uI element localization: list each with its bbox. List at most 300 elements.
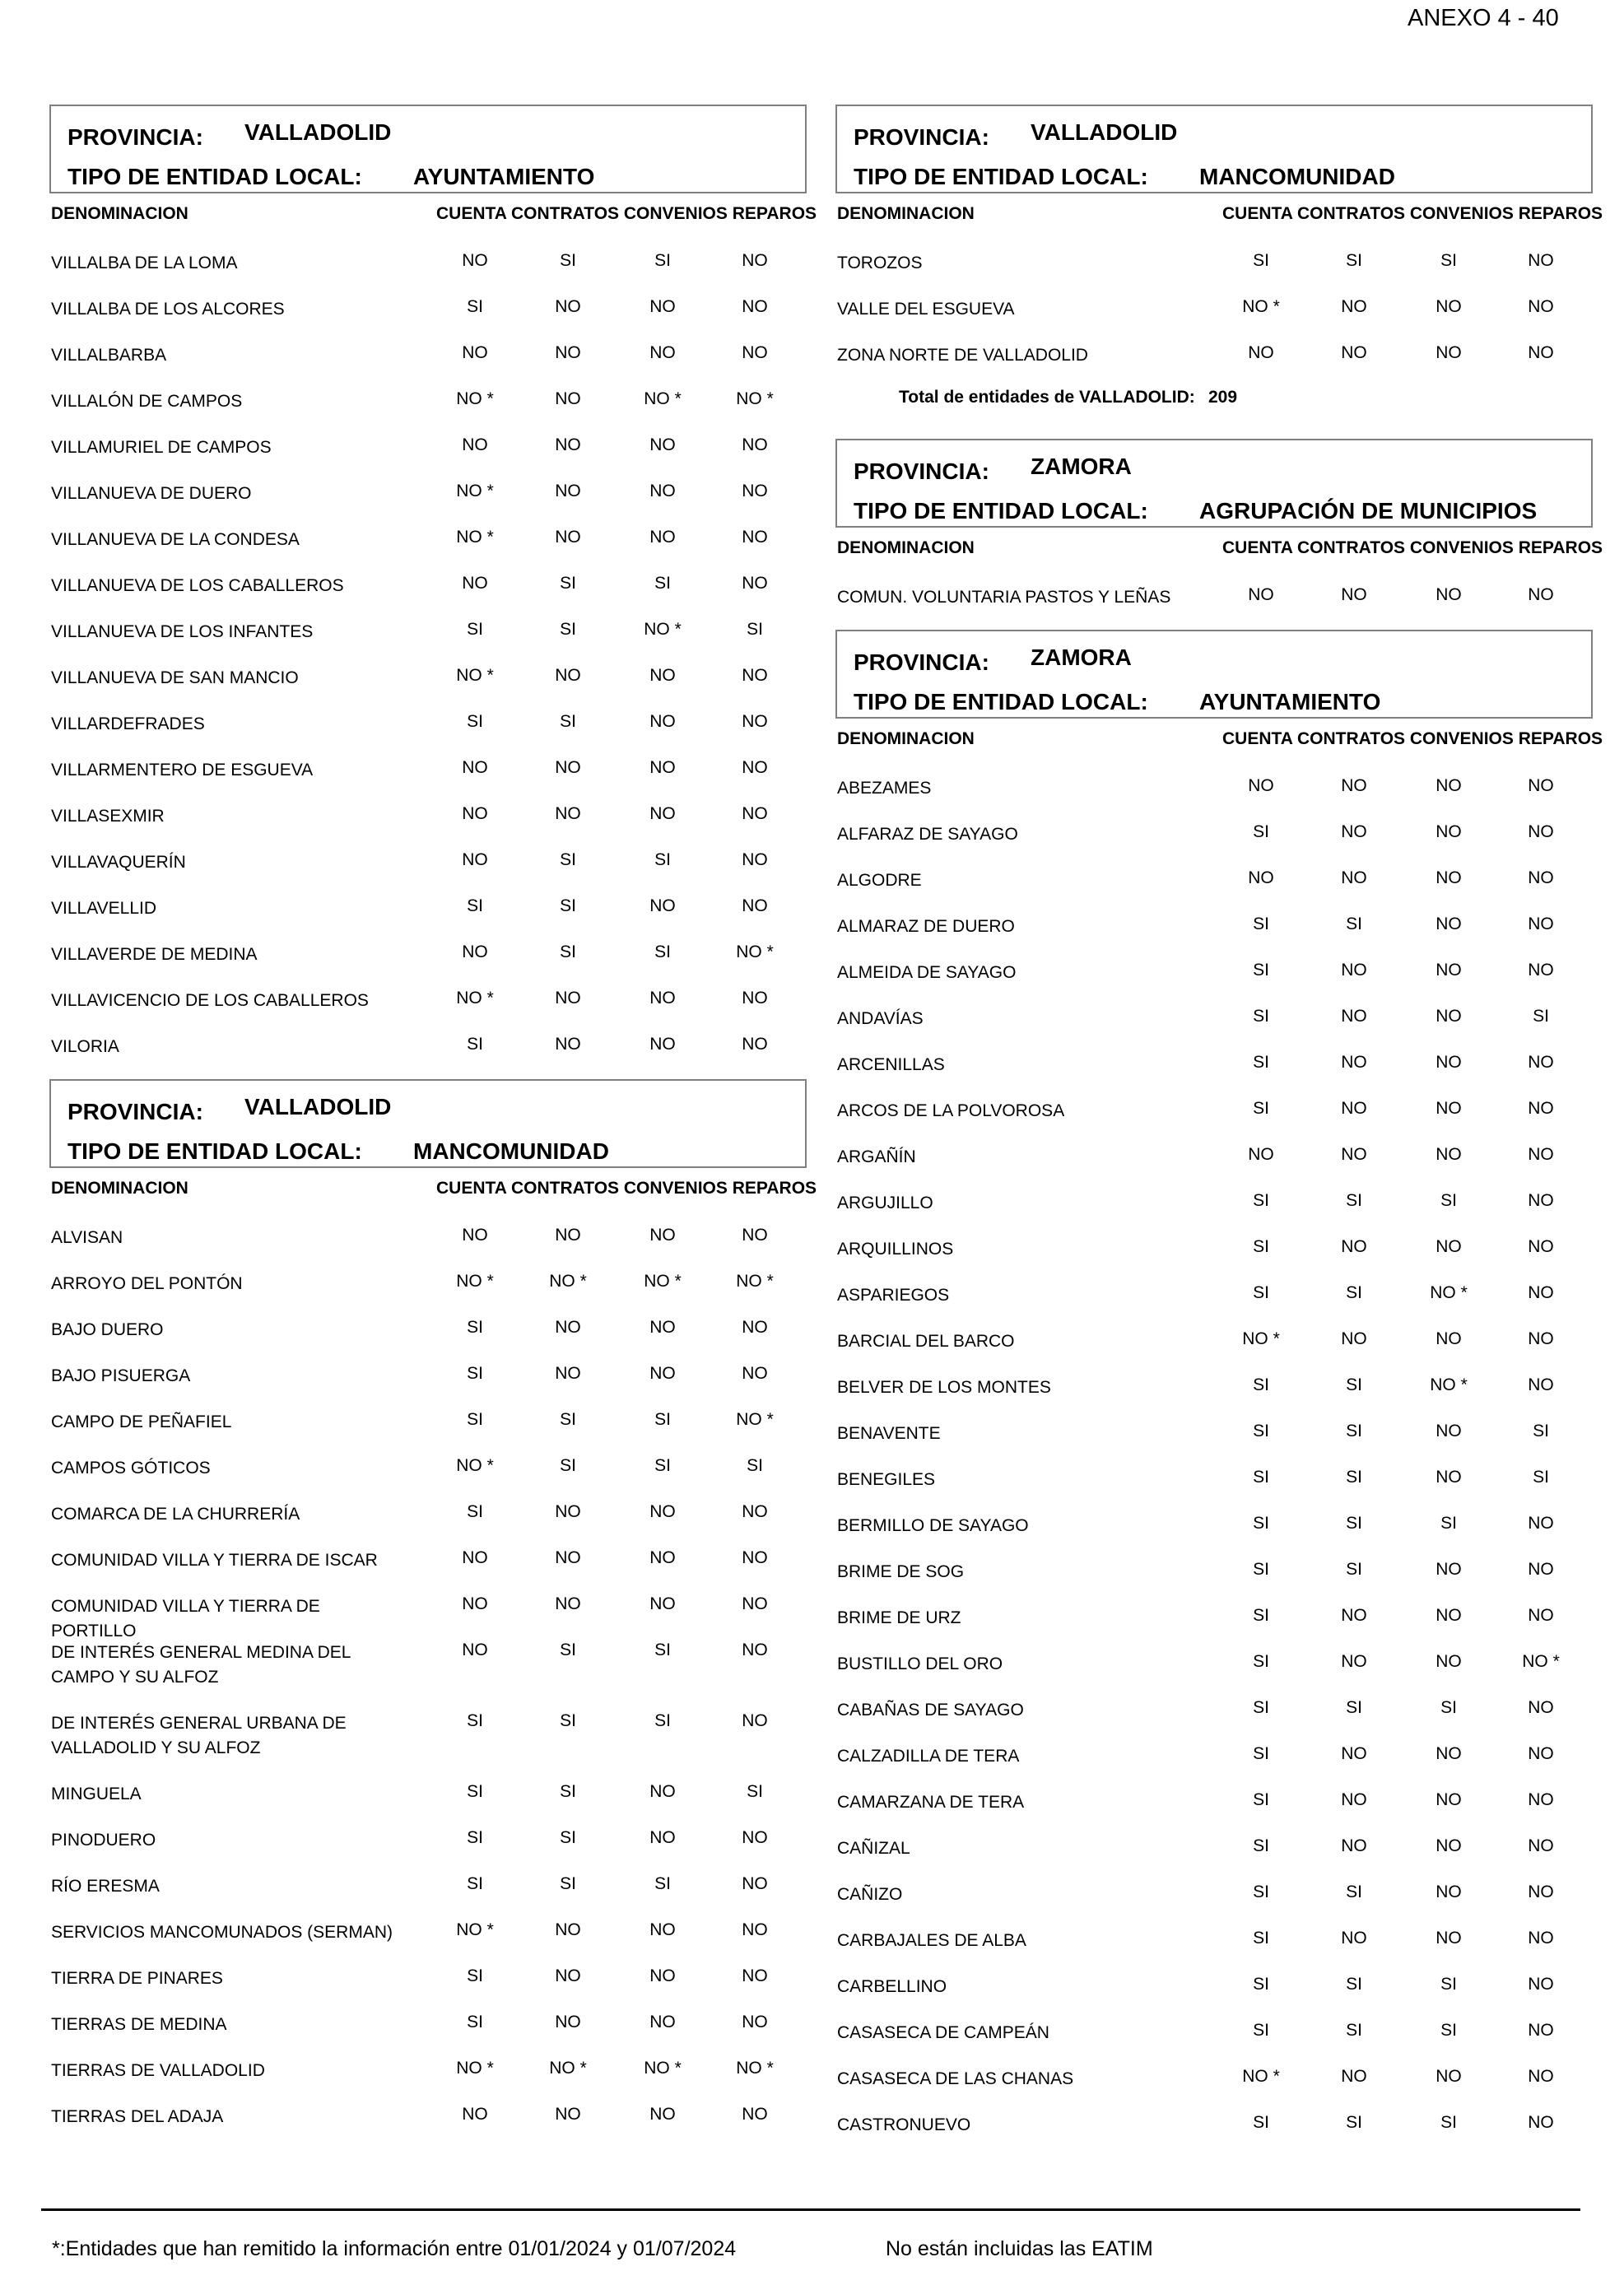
entity-name: VILORIA — [51, 1037, 119, 1056]
convenios-value: NO — [1436, 868, 1462, 887]
table-row — [835, 1175, 1593, 1221]
cuenta-value: NO — [462, 804, 488, 823]
reparos-value: NO * — [736, 1410, 774, 1429]
reparos-value: NO — [742, 1318, 768, 1337]
provincia-value: ZAMORA — [1031, 645, 1132, 670]
reparos-value: NO — [742, 989, 768, 1008]
convenios-value: NO — [1436, 1882, 1462, 1901]
provincia-value: ZAMORA — [1031, 454, 1132, 479]
convenios-value: SI — [1440, 251, 1457, 270]
entity-name: ALMARAZ DE DUERO — [837, 917, 1015, 936]
contratos-value: SI — [560, 1640, 576, 1659]
convenios-value: NO — [1436, 2067, 1462, 2086]
tipo-label: TIPO DE ENTIDAD LOCAL: — [67, 164, 362, 189]
convenios-value: NO — [1436, 1099, 1462, 1118]
table-row — [835, 1036, 1593, 1082]
reparos-value: NO — [742, 528, 768, 547]
reparos-value: NO — [1528, 1053, 1554, 1072]
tipo-value: AYUNTAMIENTO — [413, 164, 595, 189]
table-row — [49, 1486, 807, 1532]
entity-name: BUSTILLO DEL ORO — [837, 1654, 1003, 1673]
convenios-value: SI — [654, 942, 671, 961]
entity-name: TIERRA DE PINARES — [51, 1969, 223, 1988]
table-row — [49, 1858, 807, 1904]
provincia-row — [67, 1089, 789, 1129]
convenios-value: SI — [654, 1456, 671, 1475]
contratos-value: SI — [1346, 1514, 1362, 1533]
contratos-value: SI — [1346, 1375, 1362, 1394]
entity-name: TIERRAS DEL ADAJA — [51, 2107, 224, 2126]
section-header — [835, 105, 1593, 193]
cuenta-value: SI — [1253, 1882, 1269, 1901]
reparos-value: SI — [1533, 1422, 1549, 1440]
contratos-value: NO — [555, 1966, 581, 1985]
entity-name: ARGUJILLO — [837, 1194, 933, 1212]
reparos-value: NO — [742, 1594, 768, 1613]
table-row — [49, 1532, 807, 1578]
cuenta-value: SI — [1253, 1652, 1269, 1671]
convenios-value: NO — [1436, 961, 1462, 980]
contratos-value: NO — [1341, 822, 1367, 841]
entity-name: VILLAVERDE DE MEDINA — [51, 945, 258, 964]
flags-header: CUENTA CONTRATOS CONVENIOS REPAROS — [436, 1179, 817, 1198]
contratos-value: SI — [1346, 1882, 1362, 1901]
denominacion-header: DENOMINACION — [51, 204, 188, 223]
contratos-value: SI — [560, 1711, 576, 1730]
table-row — [49, 557, 807, 603]
contratos-value: SI — [1346, 1560, 1362, 1579]
contratos-value: NO — [1341, 297, 1367, 316]
reparos-value: NO — [1528, 1514, 1554, 1533]
entity-name: VILLARDEFRADES — [51, 714, 205, 733]
cuenta-value: SI — [1253, 961, 1269, 980]
convenios-value: SI — [654, 251, 671, 270]
reparos-value: NO — [1528, 1836, 1554, 1855]
entity-name: BAJO PISUERGA — [51, 1366, 191, 1385]
table-row — [835, 944, 1593, 990]
section-header — [49, 1079, 807, 1168]
reparos-value: NO — [1528, 1237, 1554, 1256]
entity-name: ALFARAZ DE SAYAGO — [837, 825, 1018, 844]
convenios-value: NO — [1436, 343, 1462, 362]
cuenta-value: SI — [1253, 1744, 1269, 1763]
contratos-value: NO — [555, 758, 581, 777]
contratos-value: NO — [555, 804, 581, 823]
eatim-note: No están incluidas las EATIM — [886, 2237, 1153, 2260]
reparos-value: NO — [1528, 1145, 1554, 1164]
contratos-value: NO — [1341, 2067, 1367, 2086]
convenios-value: NO — [649, 482, 676, 500]
column-headers — [835, 193, 1603, 235]
convenios-value: NO — [1436, 776, 1462, 795]
contratos-value: NO — [1341, 1929, 1367, 1948]
section-header — [835, 630, 1593, 719]
cuenta-value: NO * — [456, 482, 494, 500]
convenios-value: NO — [649, 1226, 676, 1245]
tipo-value: AYUNTAMIENTO — [1199, 689, 1381, 714]
reparos-value: NO — [1528, 1744, 1554, 1763]
cuenta-value: NO — [462, 942, 488, 961]
convenios-value: NO — [1436, 1422, 1462, 1440]
column-headers — [835, 528, 1603, 569]
convenios-value: NO — [649, 2013, 676, 2031]
contratos-value: NO — [555, 389, 581, 408]
entity-name: VILLANUEVA DE SAN MANCIO — [51, 668, 299, 687]
contratos-value: SI — [1346, 251, 1362, 270]
table-row — [835, 990, 1593, 1036]
contratos-value: NO — [1341, 1744, 1367, 1763]
provincia-value: VALLADOLID — [244, 1094, 392, 1119]
entity-name: CAMARZANA DE TERA — [837, 1793, 1025, 1812]
cuenta-value: SI — [467, 1364, 483, 1383]
cuenta-value: SI — [1253, 251, 1269, 270]
cuenta-value: SI — [467, 1035, 483, 1054]
convenios-value: NO — [649, 989, 676, 1008]
cuenta-value: SI — [467, 1502, 483, 1521]
entity-name: VILLALBA DE LOS ALCORES — [51, 300, 285, 319]
contratos-value: NO — [1341, 1652, 1367, 1671]
entity-name: BRIME DE URZ — [837, 1608, 961, 1627]
cuenta-value: SI — [467, 1782, 483, 1801]
entity-name: CARBAJALES DE ALBA — [837, 1931, 1026, 1950]
contratos-value: NO — [555, 1920, 581, 1939]
entity-name: COMUNIDAD VILLA Y TIERRA DE ISCAR — [51, 1551, 378, 1570]
convenios-value: NO * — [1430, 1375, 1468, 1394]
flags-header: CUENTA CONTRATOS CONVENIOS REPAROS — [436, 204, 817, 223]
convenios-value: NO — [649, 1920, 676, 1939]
entity-name: CAMPO DE PEÑAFIEL — [51, 1412, 232, 1431]
table-row — [49, 1578, 807, 1640]
reparos-value: NO — [1528, 2021, 1554, 2040]
convenios-value: NO — [649, 758, 676, 777]
reparos-value: NO — [742, 1226, 768, 1245]
cuenta-value: SI — [1253, 914, 1269, 933]
reparos-value: NO — [1528, 868, 1554, 887]
table-row — [49, 603, 807, 649]
contratos-value: NO — [555, 2013, 581, 2031]
convenios-value: NO — [1436, 1744, 1462, 1763]
reparos-value: NO — [1528, 1560, 1554, 1579]
contratos-value: SI — [560, 1782, 576, 1801]
entity-name: TOROZOS — [837, 254, 923, 272]
reparos-value: NO — [742, 297, 768, 316]
table-row — [835, 1451, 1593, 1497]
contratos-value: NO — [555, 1594, 581, 1613]
entity-name: VILLAVICENCIO DE LOS CABALLEROS — [51, 991, 369, 1010]
contratos-value: NO — [1341, 585, 1367, 604]
convenios-value: NO — [1436, 297, 1462, 316]
convenios-value: SI — [1440, 2113, 1457, 2132]
contratos-value: SI — [1346, 1975, 1362, 1994]
convenios-value: SI — [654, 1640, 671, 1659]
reparos-value: NO — [742, 1364, 768, 1383]
reparos-value: NO — [1528, 1606, 1554, 1625]
convenios-value: NO — [649, 1828, 676, 1847]
reparos-value: NO — [742, 251, 768, 270]
table-row — [835, 1682, 1593, 1728]
cuenta-value: SI — [1253, 1422, 1269, 1440]
reparos-value: NO — [1528, 914, 1554, 933]
right-column — [835, 105, 1603, 2143]
table-row — [49, 1394, 807, 1440]
cuenta-value: NO — [462, 1640, 488, 1659]
reparos-value: NO — [742, 1640, 768, 1659]
entity-name: MINGUELA — [51, 1785, 142, 1803]
entity-name: ALMEIDA DE SAYAGO — [837, 963, 1017, 982]
cuenta-value: SI — [1253, 1053, 1269, 1072]
table-row — [835, 1221, 1593, 1267]
tipo-label: TIPO DE ENTIDAD LOCAL: — [67, 1138, 362, 1164]
table-row — [835, 1313, 1593, 1359]
reparos-value: NO — [1528, 822, 1554, 841]
table-row — [835, 1497, 1593, 1543]
convenios-value: NO — [1436, 1053, 1462, 1072]
reparos-value: NO — [1528, 1191, 1554, 1210]
convenios-value: NO — [1436, 1652, 1462, 1671]
convenios-value: NO — [1436, 585, 1462, 604]
contratos-value: SI — [560, 942, 576, 961]
cuenta-value: NO * — [456, 1920, 494, 1939]
cuenta-value: NO — [462, 758, 488, 777]
reparos-value: NO — [1528, 585, 1554, 604]
reparos-value: SI — [1533, 1007, 1549, 1026]
contratos-value: NO — [555, 1502, 581, 1521]
cuenta-value: NO * — [1242, 297, 1280, 316]
convenios-value: NO — [1436, 1468, 1462, 1487]
entity-name: VILLANUEVA DE LOS CABALLEROS — [51, 576, 344, 595]
contratos-value: NO — [1341, 1145, 1367, 1164]
convenios-value: NO — [649, 804, 676, 823]
entity-name: CASTRONUEVO — [837, 2115, 971, 2134]
entity-name: ARROYO DEL PONTÓN — [51, 1274, 243, 1293]
cuenta-value: SI — [467, 712, 483, 731]
table-row — [835, 898, 1593, 944]
entity-name: CALZADILLA DE TERA — [837, 1747, 1020, 1766]
contratos-value: NO — [555, 528, 581, 547]
table-row — [49, 926, 807, 972]
entity-name: ARCENILLAS — [837, 1055, 945, 1074]
table-row — [49, 1209, 807, 1255]
table-row — [835, 1589, 1593, 1636]
denominacion-header: DENOMINACION — [837, 204, 975, 223]
cuenta-value: SI — [1253, 1375, 1269, 1394]
entity-name: ARGAÑÍN — [837, 1147, 916, 1166]
contratos-value: NO — [1341, 1836, 1367, 1855]
convenios-value: NO — [1436, 1329, 1462, 1348]
reparos-value: NO — [1528, 343, 1554, 362]
cuenta-value: NO * — [456, 1272, 494, 1291]
contratos-value: SI — [560, 1410, 576, 1429]
contratos-value: SI — [1346, 1422, 1362, 1440]
table-row — [835, 1728, 1593, 1774]
provincia-row — [854, 449, 1575, 488]
table-row — [835, 1912, 1593, 1958]
tipo-row — [67, 154, 789, 193]
total-label: Total de entidades de VALLADOLID: — [899, 388, 1195, 407]
entity-name: COMUNIDAD VILLA Y TIERRA DE PORTILLO — [51, 1597, 320, 1640]
contratos-value: NO — [1341, 1007, 1367, 1026]
convenios-value: NO — [649, 1966, 676, 1985]
convenios-value: NO — [649, 343, 676, 362]
contratos-value: NO — [555, 297, 581, 316]
convenios-value: NO — [1436, 1836, 1462, 1855]
cuenta-value: SI — [1253, 1606, 1269, 1625]
reparos-value: SI — [747, 620, 763, 639]
reparos-value: NO — [742, 896, 768, 915]
cuenta-value: SI — [1253, 1698, 1269, 1717]
convenios-value: SI — [654, 1874, 671, 1893]
reparos-value: NO — [1528, 1929, 1554, 1948]
reparos-value: NO * — [736, 942, 774, 961]
entity-name: ARCOS DE LA POLVOROSA — [837, 1101, 1065, 1120]
entity-name: VILLANUEVA DE LOS INFANTES — [51, 622, 314, 641]
entity-name: ZONA NORTE DE VALLADOLID — [837, 346, 1088, 365]
cuenta-value: NO — [462, 850, 488, 869]
cuenta-value: NO * — [1242, 2067, 1280, 2086]
contratos-value: SI — [1346, 1698, 1362, 1717]
convenios-value: NO — [649, 712, 676, 731]
tipo-value: MANCOMUNIDAD — [413, 1138, 609, 1164]
reparos-value: NO — [742, 850, 768, 869]
provincia-row — [854, 114, 1575, 154]
reparos-value: NO — [742, 1920, 768, 1939]
convenios-value: SI — [654, 1711, 671, 1730]
table-row — [49, 1695, 807, 1766]
cuenta-value: NO * — [456, 389, 494, 408]
table-row — [835, 1774, 1593, 1820]
entity-name: ALVISAN — [51, 1228, 123, 1247]
reparos-value: NO — [742, 343, 768, 362]
denominacion-header: DENOMINACION — [51, 1179, 188, 1198]
cuenta-value: NO — [462, 1548, 488, 1567]
entity-name: VILLALÓN DE CAMPOS — [51, 392, 243, 411]
contratos-value: NO — [1341, 776, 1367, 795]
table-row — [835, 281, 1593, 327]
reparos-value: NO — [1528, 1975, 1554, 1994]
table-row — [835, 1082, 1593, 1129]
table-row — [49, 235, 807, 281]
section-gap — [49, 1064, 807, 1079]
table-row — [835, 327, 1593, 373]
cuenta-value: NO — [462, 1594, 488, 1613]
cuenta-value: SI — [467, 1318, 483, 1337]
cuenta-value: SI — [467, 1828, 483, 1847]
reparos-value: NO * — [736, 1272, 774, 1291]
tipo-label: TIPO DE ENTIDAD LOCAL: — [854, 689, 1148, 714]
entity-name: DE INTERÉS GENERAL URBANA DE VALLADOLID Y SU ALFOZ — [51, 1714, 347, 1757]
table-row — [49, 649, 807, 696]
contratos-value: SI — [560, 574, 576, 593]
total-value: 209 — [1208, 388, 1238, 407]
contratos-value: NO — [1341, 343, 1367, 362]
convenios-value: NO — [1436, 1560, 1462, 1579]
table-row — [49, 465, 807, 511]
convenios-value: SI — [1440, 1514, 1457, 1533]
contratos-value: NO * — [549, 2059, 587, 2078]
entity-name: CAMPOS GÓTICOS — [51, 1459, 211, 1478]
cuenta-value: NO * — [456, 1456, 494, 1475]
provincia-label: PROVINCIA: — [854, 458, 989, 484]
reparos-value: NO — [1528, 2067, 1554, 2086]
column-headers — [835, 719, 1603, 760]
cuenta-value: NO — [1248, 776, 1274, 795]
cuenta-value: SI — [1253, 822, 1269, 841]
contratos-value: SI — [1346, 914, 1362, 933]
entity-name: CAÑIZO — [837, 1885, 903, 1904]
convenios-value: NO — [649, 1502, 676, 1521]
table-row — [49, 1766, 807, 1812]
contratos-value: SI — [560, 620, 576, 639]
reparos-value: NO — [1528, 1283, 1554, 1302]
provincia-label: PROVINCIA: — [67, 1099, 203, 1124]
convenios-value: NO — [1436, 1929, 1462, 1948]
contratos-value: SI — [1346, 2021, 1362, 2040]
reparos-value: SI — [747, 1782, 763, 1801]
convenios-value: SI — [1440, 1698, 1457, 1717]
reparos-value: NO — [1528, 1698, 1554, 1717]
table-row — [49, 511, 807, 557]
cuenta-value: SI — [1253, 1929, 1269, 1948]
cuenta-value: SI — [1253, 1283, 1269, 1302]
tipo-row — [854, 679, 1575, 719]
tipo-row — [854, 488, 1575, 528]
reparos-value: NO — [1528, 1329, 1554, 1348]
convenios-value: NO * — [644, 389, 682, 408]
cuenta-value: SI — [1253, 1191, 1269, 1210]
provincia-label: PROVINCIA: — [854, 649, 989, 675]
entity-name: VILLASEXMIR — [51, 807, 165, 826]
table-row — [835, 1543, 1593, 1589]
table-row — [835, 2050, 1593, 2097]
cuenta-value: SI — [1253, 1237, 1269, 1256]
column-headers — [49, 1168, 817, 1209]
convenios-value: SI — [1440, 2021, 1457, 2040]
contratos-value: NO — [1341, 1329, 1367, 1348]
cuenta-value: SI — [467, 620, 483, 639]
reparos-value: NO — [742, 712, 768, 731]
convenios-value: SI — [1440, 1191, 1457, 1210]
contratos-value: SI — [1346, 2113, 1362, 2132]
table-row — [49, 419, 807, 465]
table-row — [49, 1301, 807, 1347]
provincia-value: VALLADOLID — [1031, 119, 1178, 145]
left-column — [49, 105, 817, 2134]
contratos-value: NO — [555, 435, 581, 454]
cuenta-value: SI — [467, 1410, 483, 1429]
entity-name: CASASECA DE CAMPEÁN — [837, 2023, 1049, 2042]
reparos-value: SI — [1533, 1468, 1549, 1487]
entity-name: COMUN. VOLUNTARIA PASTOS Y LEÑAS — [837, 588, 1171, 607]
convenios-value: NO — [649, 2105, 676, 2124]
cuenta-value: SI — [1253, 2113, 1269, 2132]
table-row — [49, 1812, 807, 1858]
footnote-text: *:Entidades que han remitido la información entre 01/01/2024 y 01/07/2024 — [52, 2237, 737, 2260]
entity-name: ALGODRE — [837, 871, 922, 890]
contratos-value: SI — [560, 850, 576, 869]
tipo-row — [67, 1129, 789, 1168]
entity-name: DE INTERÉS GENERAL MEDINA DEL CAMPO Y SU ALFOZ — [51, 1643, 351, 1687]
reparos-value: NO — [742, 482, 768, 500]
section-gap — [835, 424, 1593, 439]
convenios-value: NO * — [644, 2059, 682, 2078]
reparos-value: NO — [742, 1966, 768, 1985]
contratos-value: NO — [555, 2105, 581, 2124]
contratos-value: NO — [555, 1226, 581, 1245]
entity-name: CARBELLINO — [837, 1977, 947, 1996]
entity-name: BELVER DE LOS MONTES — [837, 1378, 1051, 1397]
cuenta-value: SI — [467, 896, 483, 915]
convenios-value: NO — [649, 1035, 676, 1054]
